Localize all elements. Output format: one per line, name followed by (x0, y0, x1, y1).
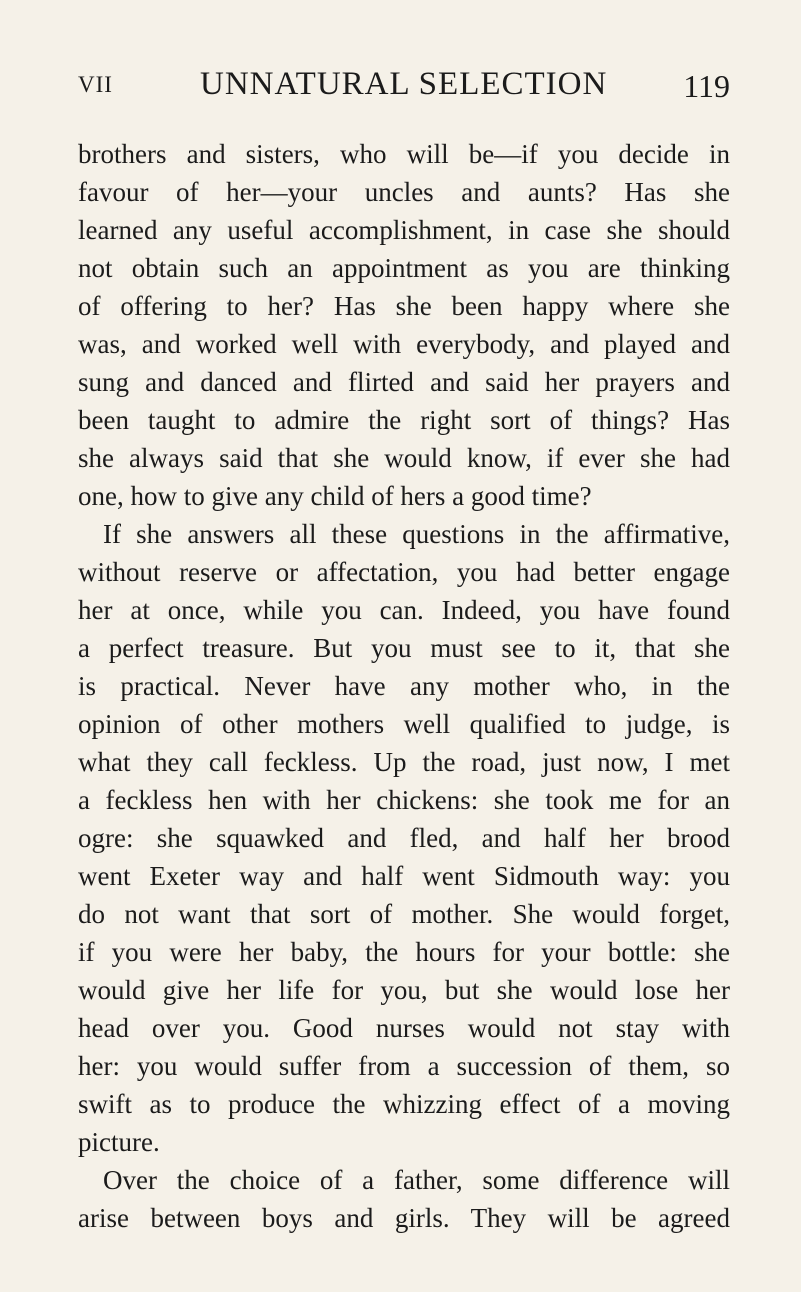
text-line: brothers and sisters, who will be—if you decide in (78, 139, 730, 169)
text-line: went Exeter way and half went Sidmouth way: you (78, 861, 730, 891)
text-line: was, and worked well with everybody, and played and (78, 329, 730, 359)
text-line: Over the choice of a father, some difference will (103, 1165, 730, 1195)
text-line: is practical. Never have any mother who, in the (78, 671, 730, 701)
text-line: sung and danced and flirted and said her prayers and (78, 367, 730, 397)
text-line: learned any useful accomplishment, in case she should (78, 215, 730, 245)
text-line: if you were her baby, the hours for your bottle: she (78, 937, 730, 967)
text-line: picture. (78, 1127, 160, 1157)
text-line: would give her life for you, but she would lose her (78, 975, 730, 1005)
text-line: one, how to give any child of hers a good time? (78, 481, 592, 511)
text-line: opinion of other mothers well qualified to judge, is (78, 709, 730, 739)
page-number: 119 (683, 68, 730, 104)
text-line: she always said that she would know, if ever she had (78, 443, 730, 473)
text-line: what they call feckless. Up the road, just now, I met (78, 747, 730, 777)
text-line: do not want that sort of mother. She would forget, (78, 899, 730, 929)
body-text (78, 135, 730, 1237)
chapter-number: VII (78, 72, 113, 97)
text-line: been taught to admire the right sort of things? Has (78, 405, 730, 435)
text-line: her at once, while you can. Indeed, you have found (78, 595, 730, 625)
text-line: of offering to her? Has she been happy where she (78, 291, 730, 321)
text-line: without reserve or affectation, you had better engage (78, 557, 730, 587)
text-line: favour of her—your uncles and aunts? Has she (78, 177, 730, 207)
text-line: her: you would suffer from a succession of them, so (78, 1051, 730, 1081)
text-line: a perfect treasure. But you must see to it, that she (78, 633, 730, 663)
text-line: ogre: she squawked and fled, and half her brood (78, 823, 730, 853)
text-line: a feckless hen with her chickens: she took me for an (78, 785, 730, 815)
text-line: If she answers all these questions in the affirmative, (103, 519, 730, 549)
running-head (78, 66, 730, 106)
text-line: head over you. Good nurses would not stay with (78, 1013, 730, 1043)
text-line: swift as to produce the whizzing effect of a moving (78, 1089, 730, 1119)
text-line: not obtain such an appointment as you are thinking (78, 253, 730, 283)
running-title: UNNATURAL SELECTION (200, 66, 608, 102)
text-line: arise between boys and girls. They will be agreed (78, 1203, 730, 1233)
